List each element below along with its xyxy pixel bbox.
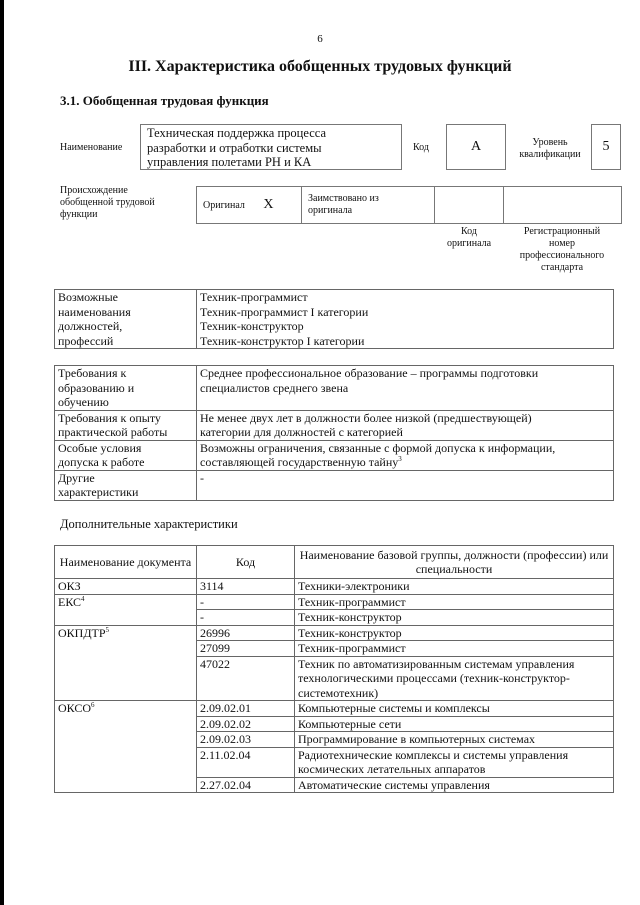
requirement-label <box>55 366 197 411</box>
code-cell: - <box>197 610 295 626</box>
document-cell <box>55 594 197 625</box>
table-row <box>55 366 614 411</box>
code-cell: 27099 <box>197 641 295 657</box>
label-line: должностей, <box>58 319 123 333</box>
table-row <box>55 410 614 440</box>
caption-line: Код <box>461 226 477 237</box>
value-line <box>200 455 610 470</box>
label-line: Требования к <box>58 366 127 380</box>
code-cell: 2.09.02.03 <box>197 732 295 748</box>
additional-heading: Дополнительные характеристики <box>60 517 238 531</box>
original-code-cell <box>435 187 504 224</box>
code-cell: 2.11.02.04 <box>197 747 295 777</box>
name-cell: Компьютерные системы и комплексы <box>295 701 614 717</box>
column-header-code: Код <box>197 546 295 579</box>
scan-edge-strip <box>0 0 4 905</box>
document-name: ОКЗ <box>58 579 81 593</box>
document-cell <box>55 625 197 701</box>
original-cell <box>197 187 302 224</box>
requirement-label <box>55 410 197 440</box>
label-line: Другие <box>58 470 95 485</box>
function-name-box <box>140 124 402 170</box>
level-label <box>512 137 588 161</box>
table-row <box>55 470 614 500</box>
footnote-ref: 4 <box>81 594 85 603</box>
caption-line: оригинала <box>446 238 492 249</box>
name-cell: Техники-электроники <box>295 579 614 595</box>
code-cell: 26996 <box>197 625 295 641</box>
document-name: ОКСО <box>58 701 92 715</box>
origin-label <box>60 185 180 221</box>
column-header-name: Наименование базовой группы, должности (профессии) или специальности <box>295 546 614 579</box>
function-name-line: разработки и отработки системы <box>147 140 322 155</box>
code-label: Код <box>413 142 429 153</box>
name-cell: Техник-конструктор <box>295 610 614 626</box>
level-value: 5 <box>602 139 610 154</box>
label-line: профессий <box>58 333 114 348</box>
section-title: III. Характеристика обобщенных трудовых функций <box>128 58 512 75</box>
document-name: ОКПДТР <box>58 625 106 640</box>
positions-table <box>54 289 614 349</box>
positions-label <box>55 290 197 349</box>
name-label: Наименование <box>60 142 123 153</box>
requirement-value <box>197 410 614 440</box>
value-line: Возможны ограничения, связанные с формой допуска к информации, <box>200 440 556 455</box>
table-row <box>55 579 614 595</box>
borrowed-label-line: Заимствовано из <box>308 193 379 204</box>
requirement-label <box>55 470 197 500</box>
label-line: практической работы <box>58 425 168 439</box>
label-line: обучению <box>58 395 109 409</box>
caption-line: Регистрационный <box>523 226 601 237</box>
value-line: категории для должностей с категорией <box>200 425 403 439</box>
requirement-value <box>197 440 614 470</box>
label-line: Требования к опыту <box>58 410 161 425</box>
origin-label-line: Происхождение <box>60 185 128 196</box>
value-line: Среднее профессиональное образование – программы подготовки <box>200 366 539 380</box>
name-cell: Радиотехнические комплексы и системы управления космических летательных аппаратов <box>295 747 614 777</box>
label-line: Возможные <box>58 290 118 304</box>
label-line: наименования <box>58 304 131 319</box>
footnote-ref: 5 <box>105 625 110 634</box>
document-name: ЕКС <box>58 594 82 609</box>
table-row <box>55 701 614 717</box>
value-line: специалистов среднего звена <box>200 380 349 395</box>
reg-number-caption <box>506 226 618 274</box>
code-cell: 2.27.02.04 <box>197 777 295 793</box>
caption-line: стандарта <box>540 262 584 273</box>
code-cell: 47022 <box>197 656 295 701</box>
name-cell: Техник-программист <box>295 641 614 657</box>
code-cell: 2.09.02.01 <box>197 701 295 717</box>
caption-line: профессионального <box>519 250 605 261</box>
value-line: - <box>200 470 204 485</box>
value-text: составляющей государственную тайну <box>200 455 399 469</box>
level-value-box <box>591 124 621 170</box>
positions-list <box>197 290 614 349</box>
code-cell: - <box>197 594 295 610</box>
reg-number-cell <box>504 187 622 224</box>
label-line: образованию и <box>58 380 135 395</box>
original-label: Оригинал <box>203 200 245 211</box>
position-item: Техник-программист <box>200 290 308 304</box>
position-item: Техник-конструктор I категории <box>200 333 365 348</box>
original-mark: X <box>263 197 274 212</box>
name-cell: Автоматические системы управления <box>295 777 614 793</box>
subsection-title: 3.1. Обобщенная трудовая функция <box>60 93 269 108</box>
requirements-table <box>54 365 614 501</box>
borrowed-label-line: оригинала <box>308 205 353 216</box>
label-line: допуска к работе <box>58 455 145 469</box>
name-cell: Техник по автоматизированным системам управления технологическими процессами (техник-конструктор-системотехник) <box>295 656 614 701</box>
origin-label-line: обобщенной трудовой <box>60 197 155 208</box>
original-code-caption <box>434 226 504 250</box>
name-cell: Техник-программист <box>295 594 614 610</box>
origin-table <box>196 186 622 224</box>
borrowed-cell <box>302 187 435 224</box>
document-cell <box>55 579 197 595</box>
code-cell: 2.09.02.02 <box>197 716 295 732</box>
table-row <box>55 625 614 641</box>
name-cell: Компьютерные сети <box>295 716 614 732</box>
code-value-box <box>446 124 506 170</box>
value-line: Не менее двух лет в должности более низкой (предшествующей) <box>200 410 532 425</box>
table-row <box>55 594 614 610</box>
function-name-line: Техническая поддержка процесса <box>147 126 326 140</box>
name-cell: Программирование в компьютерных системах <box>295 732 614 748</box>
level-label-line: квалификации <box>519 149 581 160</box>
code-cell: 3114 <box>197 579 295 595</box>
name-cell: Техник-конструктор <box>295 625 614 641</box>
origin-label-line: функции <box>60 209 98 220</box>
position-item: Техник-конструктор <box>200 319 304 333</box>
level-label-line: Уровень <box>532 137 568 148</box>
function-name-line: управления полетами РН и КА <box>147 155 312 169</box>
requirement-label <box>55 440 197 470</box>
requirement-value <box>197 366 614 411</box>
table-row <box>55 440 614 470</box>
label-line: Особые условия <box>58 440 142 455</box>
position-item: Техник-программист I категории <box>200 304 369 319</box>
footnote-ref: 3 <box>398 455 402 463</box>
requirement-value <box>197 470 614 500</box>
footnote-ref: 6 <box>91 701 95 709</box>
caption-line: номер <box>549 238 575 249</box>
table-header-row <box>55 546 614 579</box>
column-header-document: Наименование документа <box>55 546 197 579</box>
label-line: характеристики <box>58 485 139 499</box>
document-cell <box>55 701 197 793</box>
additional-table <box>54 545 614 793</box>
page-number: 6 <box>317 33 323 45</box>
code-value: А <box>470 139 482 154</box>
